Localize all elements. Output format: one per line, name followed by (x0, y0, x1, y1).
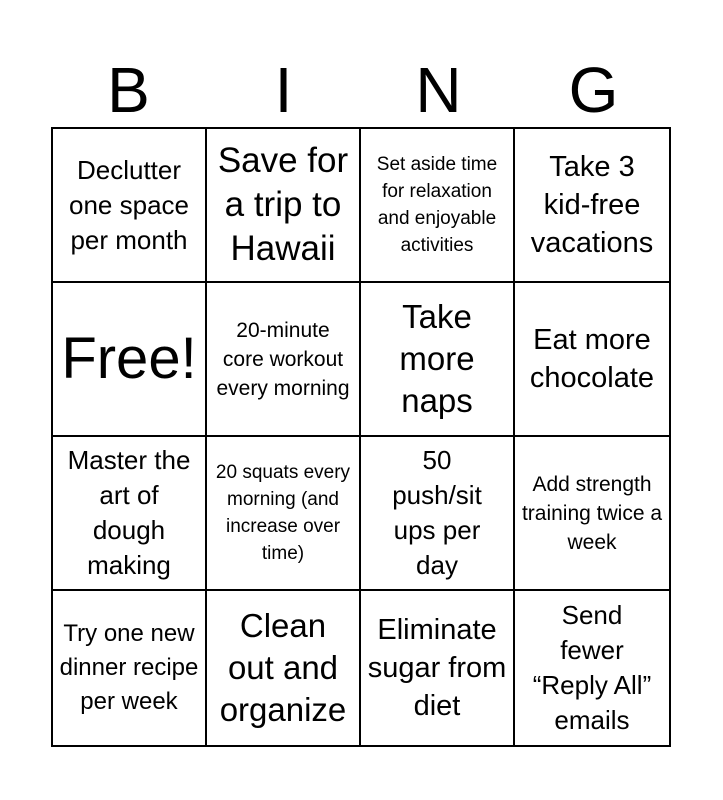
bingo-cell-text: 20-minute core workout every morning (216, 318, 350, 400)
bingo-cell[interactable] (53, 591, 207, 745)
bingo-cell[interactable] (207, 129, 361, 283)
bingo-cell-text: Send fewer “Reply All” emails (532, 600, 652, 735)
header-letter-n: N (415, 54, 462, 126)
bingo-cell-text: Clean out and organize (219, 607, 347, 728)
bingo-header (51, 52, 671, 128)
bingo-cell[interactable] (361, 437, 515, 591)
bingo-cell-text: Eat more chocolate (529, 324, 655, 394)
bingo-cell-text: Master the art of dough making (67, 445, 191, 580)
header-letter-g: G (568, 54, 619, 126)
bingo-cell[interactable] (361, 591, 515, 745)
bingo-cell-text: 20 squats every morning (and increase over time) (215, 462, 351, 564)
bingo-cell-text: Set aside time for relaxation and enjoyable activities (376, 154, 498, 256)
bingo-cell[interactable] (53, 437, 207, 591)
bingo-cell[interactable] (207, 283, 361, 437)
bingo-cell-text: Try one new dinner recipe per week (59, 620, 199, 715)
bingo-board (51, 127, 671, 747)
bingo-cell[interactable] (361, 129, 515, 283)
bingo-cell-text: Declutter one space per month (69, 154, 189, 255)
bingo-cell[interactable] (515, 129, 669, 283)
free-space-text: Free! (61, 326, 197, 391)
bingo-cell[interactable] (53, 129, 207, 283)
bingo-cell[interactable] (361, 283, 515, 437)
header-letter-b: B (107, 54, 150, 126)
bingo-cell[interactable] (207, 591, 361, 745)
bingo-cell-text: Add strength training twice a week (521, 472, 663, 554)
bingo-cell-text: Eliminate sugar from diet (367, 614, 507, 722)
bingo-cell-text: Take more naps (399, 298, 475, 419)
bingo-cell[interactable] (207, 437, 361, 591)
bingo-cell[interactable] (515, 591, 669, 745)
bingo-cell-text: 50 push/sit ups per day (392, 445, 482, 580)
bingo-cell[interactable] (53, 283, 207, 437)
bingo-cell-text: Take 3 kid-free vacations (530, 151, 654, 259)
header-letter-i: I (274, 54, 293, 126)
bingo-cell[interactable] (515, 437, 669, 591)
bingo-cell[interactable] (515, 283, 669, 437)
bingo-cell-text: Save for a trip to Hawaii (217, 141, 349, 268)
